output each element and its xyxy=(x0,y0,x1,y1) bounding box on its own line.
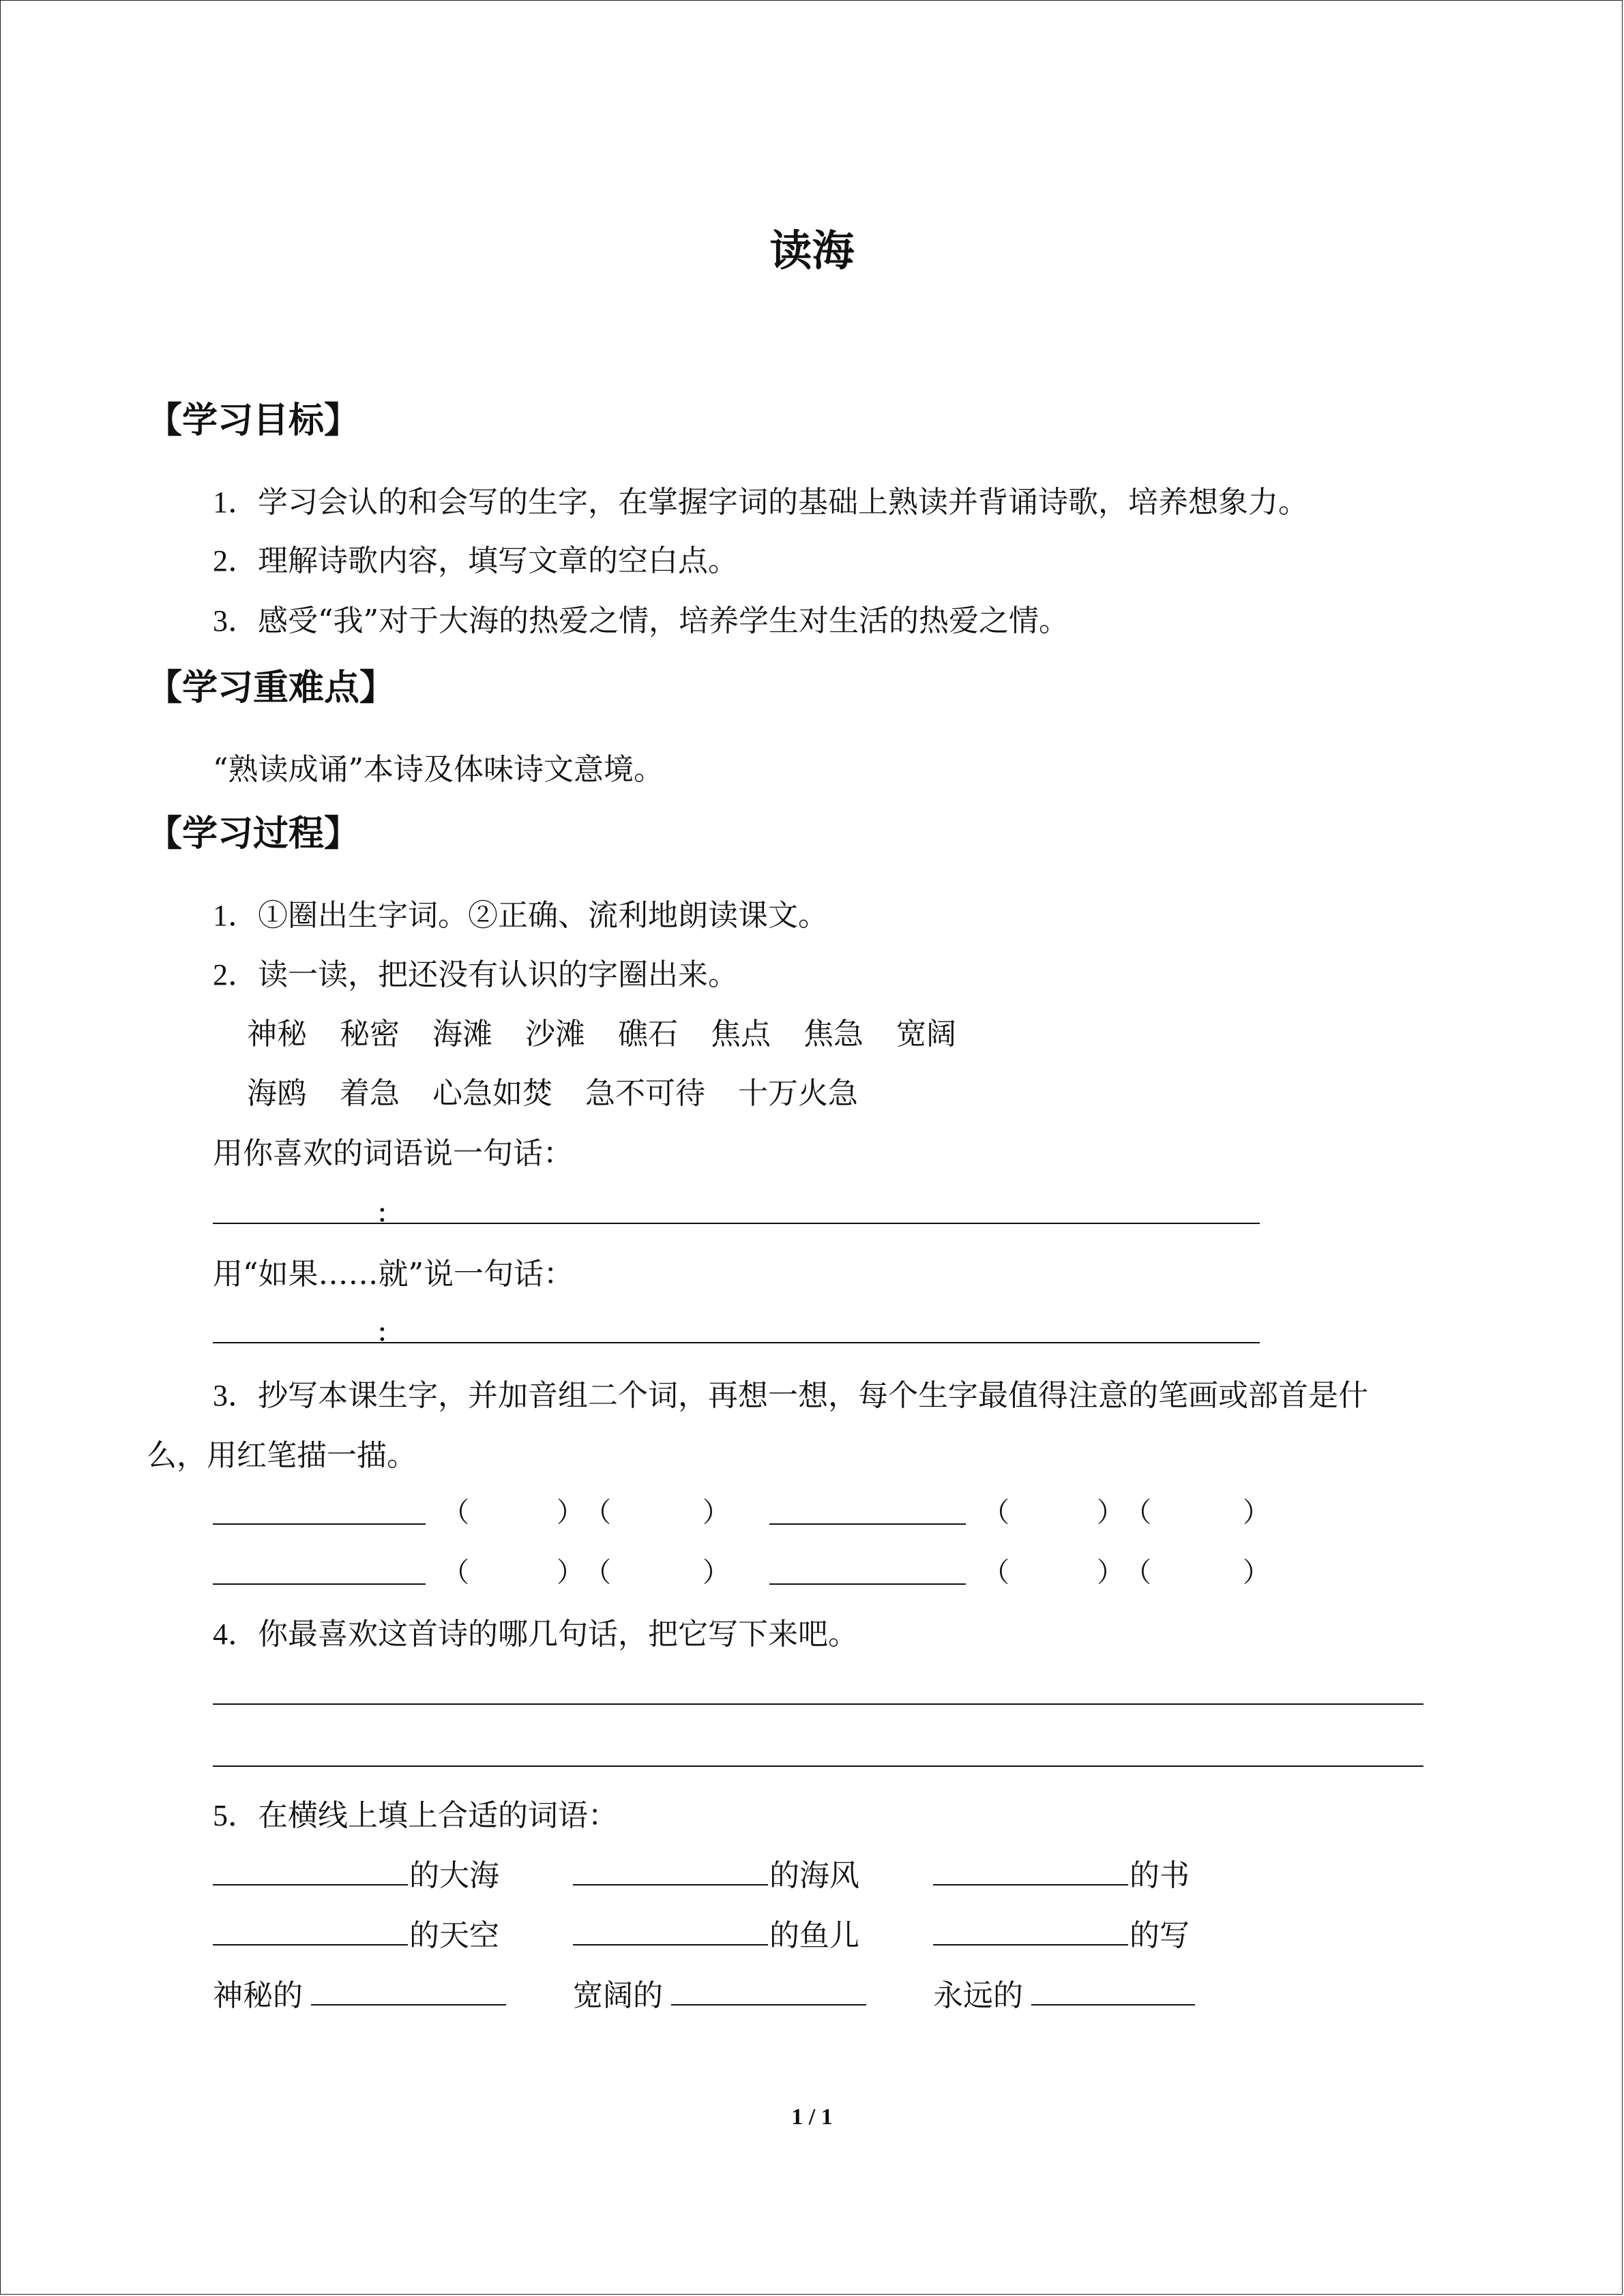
goal-text: 感受“我”对于大海的热爱之情，培养学生对生活的热爱之情。 xyxy=(258,603,1069,638)
fill-suffix: 的天空 xyxy=(409,1918,499,1953)
word: 秘密 xyxy=(340,1017,400,1052)
key-points-text: “熟读成诵”本诗及体味诗文意境。 xyxy=(213,752,664,787)
paren-close: ） xyxy=(1243,1497,1270,1528)
process-item-4 xyxy=(213,1609,858,1653)
fill-suffix: 的大海 xyxy=(409,1858,499,1893)
paren-close: ） xyxy=(703,1557,730,1588)
paren-open: （ xyxy=(442,1497,469,1528)
goal-num: 2． xyxy=(213,544,258,578)
word: 海滩 xyxy=(432,1017,492,1052)
word: 着急 xyxy=(340,1076,400,1111)
item-num: 3． xyxy=(213,1379,258,1412)
answer-line[interactable] xyxy=(213,1703,1423,1705)
paren-open: （ xyxy=(584,1497,611,1528)
answer-line[interactable] xyxy=(213,1223,1260,1224)
paren-open: （ xyxy=(982,1557,1009,1588)
paren-open: （ xyxy=(1124,1557,1151,1588)
item-num: 1． xyxy=(213,899,258,932)
fill-prefix: 宽阔的 xyxy=(573,1978,663,2013)
fill-line[interactable] xyxy=(573,1884,768,1885)
page-number: 1 / 1 xyxy=(791,2104,833,2130)
word: 心急如焚 xyxy=(432,1076,552,1111)
word: 十万火急 xyxy=(738,1076,858,1111)
paren-close: ） xyxy=(557,1497,584,1528)
fill-line[interactable] xyxy=(1031,2004,1195,2006)
fill-prefix: 神秘的 xyxy=(213,1978,303,2013)
goal-num: 1． xyxy=(213,486,258,519)
paren-close: ） xyxy=(703,1497,730,1528)
fill-suffix: 的海风 xyxy=(769,1858,859,1893)
goal-num: 3． xyxy=(213,604,258,638)
process-item-1 xyxy=(213,891,828,934)
rugou-prompt: 用“如果……就”说一句话： xyxy=(213,1257,574,1292)
word: 焦点 xyxy=(711,1017,771,1052)
goal-text: 学习会认的和会写的生字，在掌握字词的基础上熟读并背诵诗歌，培养想象力。 xyxy=(258,485,1308,520)
paren-open: （ xyxy=(442,1557,469,1588)
process-item-2 xyxy=(213,950,738,994)
word: 焦急 xyxy=(803,1017,863,1052)
word: 礁石 xyxy=(618,1017,678,1052)
copy-line[interactable] xyxy=(769,1583,966,1585)
word: 沙滩 xyxy=(525,1017,585,1052)
paren-close: ） xyxy=(1097,1497,1124,1528)
item-num: 2． xyxy=(213,958,258,992)
paren-close: ） xyxy=(1243,1557,1270,1588)
process-item-3-cont: 么，用红笔描一描。 xyxy=(147,1438,417,1473)
copy-line[interactable] xyxy=(213,1583,426,1585)
page-title: 读海 xyxy=(769,226,855,275)
paren-open: （ xyxy=(982,1497,1009,1528)
fill-line[interactable] xyxy=(933,1884,1128,1885)
word: 海鸥 xyxy=(247,1076,307,1111)
key-points-heading: 【学习重难点】 xyxy=(147,668,396,709)
copy-line[interactable] xyxy=(213,1523,426,1525)
word: 神秘 xyxy=(247,1017,307,1052)
fill-line[interactable] xyxy=(213,1944,408,1945)
colon-mark: ： xyxy=(377,1199,402,1228)
item-text: 抄写本课生字，并加音组二个词，再想一想，每个生字最值得注意的笔画或部首是什 xyxy=(258,1378,1368,1413)
process-item-3 xyxy=(213,1371,1368,1414)
item-num: 5． xyxy=(213,1799,258,1832)
word-list-row-1 xyxy=(247,1009,989,1053)
fill-line[interactable] xyxy=(671,2004,866,2006)
word-list-row-2 xyxy=(247,1069,891,1112)
colon-mark: ： xyxy=(377,1319,402,1347)
process-heading: 【学习过程】 xyxy=(147,814,360,854)
fill-suffix: 的鱼儿 xyxy=(769,1918,859,1953)
fill-line[interactable] xyxy=(573,1944,768,1945)
goal-item-3 xyxy=(213,596,1069,640)
paren-close: ） xyxy=(557,1557,584,1588)
item-text: 你最喜欢这首诗的哪几句话，把它写下来吧。 xyxy=(258,1617,858,1652)
fill-suffix: 的书 xyxy=(1130,1858,1190,1893)
process-item-5 xyxy=(213,1791,618,1834)
goal-text: 理解诗歌内容，填写文章的空白点。 xyxy=(258,543,738,578)
fill-line[interactable] xyxy=(213,1884,408,1885)
word: 急不可待 xyxy=(585,1076,705,1111)
goal-item-2 xyxy=(213,536,738,580)
goal-item-1 xyxy=(213,477,1308,521)
item-text: 在横线上填上合适的词语： xyxy=(258,1798,618,1833)
sentence-prompt: 用你喜欢的词语说一句话： xyxy=(213,1136,573,1171)
copy-line[interactable] xyxy=(769,1523,966,1525)
paren-open: （ xyxy=(584,1557,611,1588)
fill-suffix: 的写 xyxy=(1130,1918,1190,1953)
item-text: 读一读，把还没有认识的字圈出来。 xyxy=(258,957,738,992)
fill-line[interactable] xyxy=(311,2004,506,2006)
answer-line[interactable] xyxy=(213,1765,1423,1767)
fill-prefix: 永远的 xyxy=(933,1978,1023,2013)
paren-close: ） xyxy=(1097,1557,1124,1588)
word: 宽阔 xyxy=(896,1017,956,1052)
fill-line[interactable] xyxy=(933,1944,1128,1945)
goals-heading: 【学习目标】 xyxy=(147,400,360,441)
answer-line[interactable] xyxy=(213,1342,1260,1343)
paren-open: （ xyxy=(1124,1497,1151,1528)
item-text: ①圈出生字词。②正确、流利地朗读课文。 xyxy=(258,898,828,933)
item-num: 4． xyxy=(213,1617,258,1651)
